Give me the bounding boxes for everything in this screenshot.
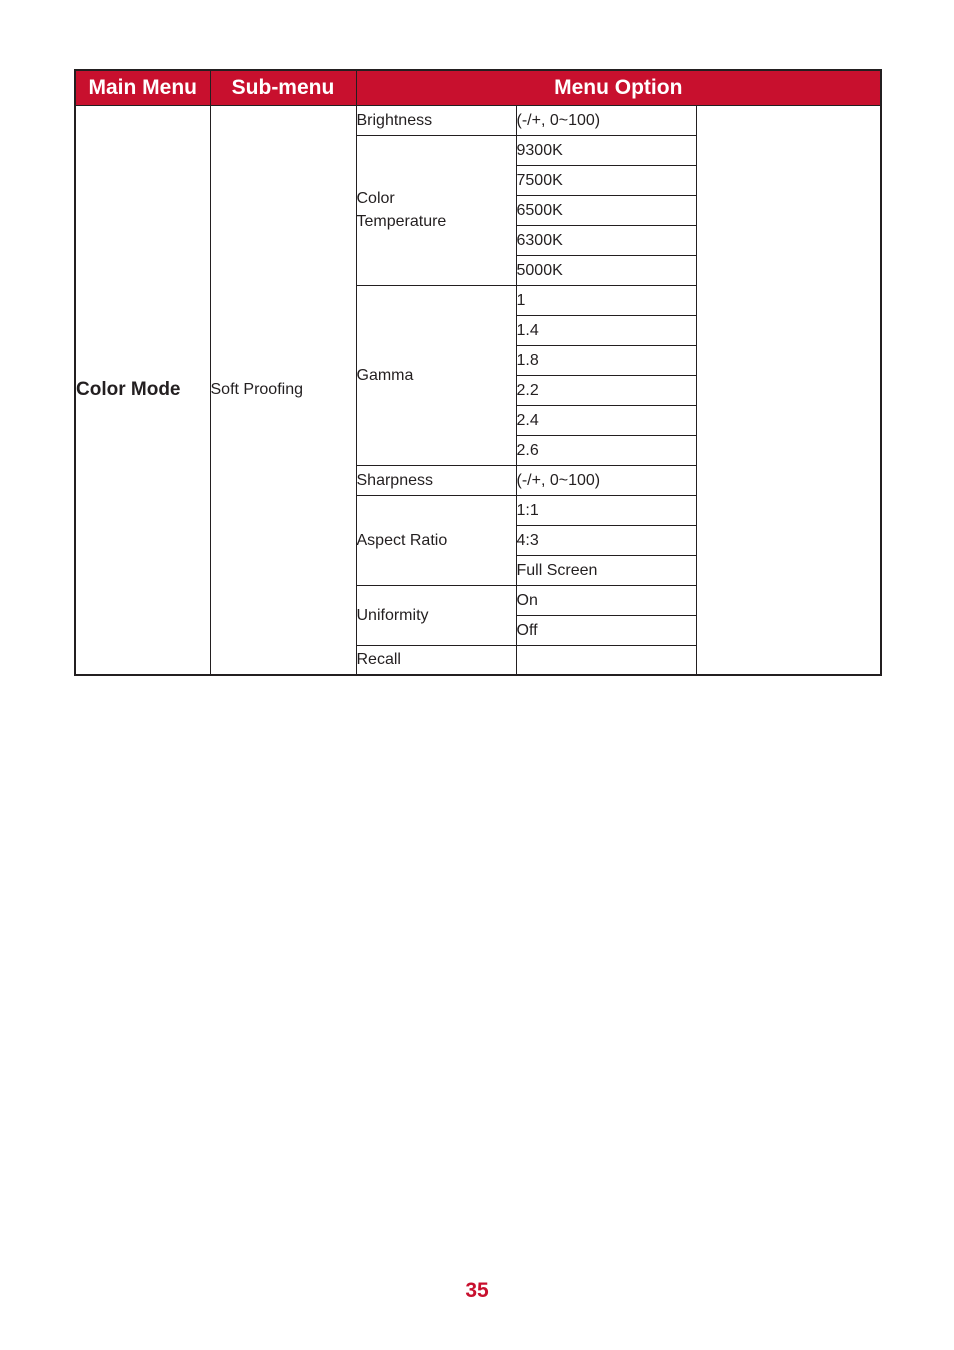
header-sub-menu: Sub-menu xyxy=(210,70,356,105)
color-temperature-option: 7500K xyxy=(516,165,696,195)
color-temperature-option: 6300K xyxy=(516,225,696,255)
blank-column xyxy=(696,105,881,675)
option-sharpness-label: Sharpness xyxy=(356,465,516,495)
sub-menu-soft-proofing: Soft Proofing xyxy=(210,105,356,675)
color-temperature-option: 9300K xyxy=(516,135,696,165)
gamma-option: 1.4 xyxy=(516,315,696,345)
aspect-ratio-option: Full Screen xyxy=(516,555,696,585)
main-menu-color-mode: Color Mode xyxy=(75,105,210,675)
color-temperature-option: 6500K xyxy=(516,195,696,225)
option-gamma-label: Gamma xyxy=(356,285,516,465)
header-menu-option: Menu Option xyxy=(356,70,881,105)
aspect-ratio-option: 1:1 xyxy=(516,495,696,525)
header-main-menu: Main Menu xyxy=(75,70,210,105)
option-aspect-ratio-label: Aspect Ratio xyxy=(356,495,516,585)
option-sharpness-value: (-/+, 0~100) xyxy=(516,465,696,495)
uniformity-option: On xyxy=(516,585,696,615)
color-temperature-option: 5000K xyxy=(516,255,696,285)
uniformity-option: Off xyxy=(516,615,696,645)
option-uniformity-label: Uniformity xyxy=(356,585,516,645)
gamma-option: 2.4 xyxy=(516,405,696,435)
page-number: 35 xyxy=(465,1279,489,1302)
gamma-option: 2.2 xyxy=(516,375,696,405)
option-brightness-value: (-/+, 0~100) xyxy=(516,105,696,135)
aspect-ratio-option: 4:3 xyxy=(516,525,696,555)
option-recall-value xyxy=(516,645,696,675)
table-row xyxy=(75,105,881,135)
option-recall-label: Recall xyxy=(356,645,516,675)
option-color-temperature-label: Color Temperature xyxy=(356,135,516,285)
gamma-option: 2.6 xyxy=(516,435,696,465)
menu-table xyxy=(74,69,882,676)
gamma-option: 1 xyxy=(516,285,696,315)
option-brightness-label: Brightness xyxy=(356,105,516,135)
header-row xyxy=(75,70,881,105)
gamma-option: 1.8 xyxy=(516,345,696,375)
